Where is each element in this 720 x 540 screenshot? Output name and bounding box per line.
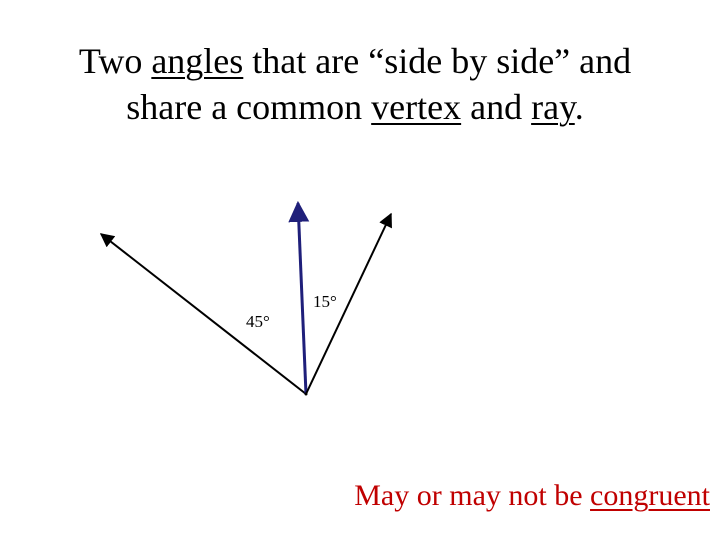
left-ray (101, 234, 306, 394)
congruence-note (354, 478, 710, 514)
title-text: . (574, 87, 584, 127)
angle-label-45: 45° (246, 312, 270, 331)
angle-label-15: 15° (313, 292, 337, 311)
note-text: May or may not be (354, 479, 591, 512)
title-text: Two (78, 41, 152, 81)
title-text: share a common (126, 87, 372, 127)
title-text: that are “side by side” and (243, 41, 632, 81)
term-angles: angles (151, 41, 244, 81)
term-vertex: vertex (371, 87, 462, 127)
shared-ray (298, 203, 306, 394)
term-ray: ray (531, 87, 575, 127)
term-congruent: congruent (590, 479, 710, 512)
title-text: and (461, 87, 532, 127)
common-vertex (305, 393, 308, 396)
